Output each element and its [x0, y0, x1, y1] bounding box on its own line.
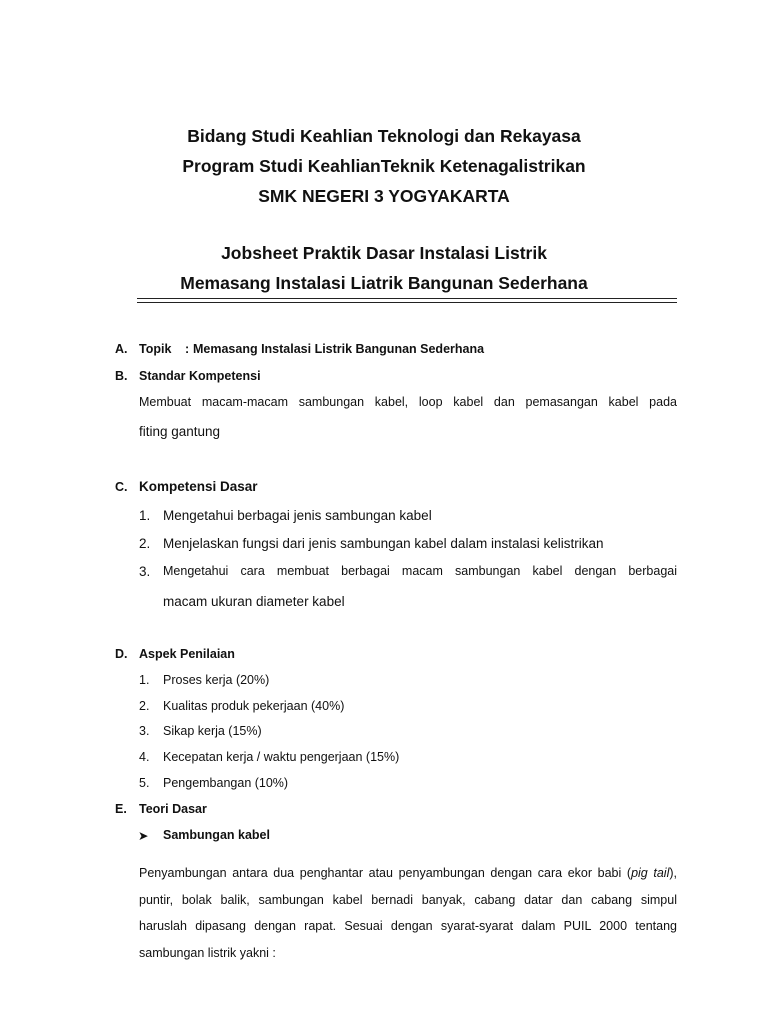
list-item: Mengetahui cara membuat berbagai macam sambungan kabel dengan berbagai	[163, 564, 677, 578]
list-item: Kecepatan kerja / waktu pengerjaan (15%)	[163, 750, 400, 764]
header-jobsheet-subtitle: Memasang Instalasi Liatrik Bangunan Sederhana	[180, 273, 588, 293]
section-b-title: Standar Kompetensi	[139, 369, 261, 383]
section-a-separator: :	[185, 342, 190, 356]
paragraph-line: Penyambungan antara dua penghantar atau penyambungan dengan cara ekor babi (pig tail),	[139, 866, 677, 880]
subsection-title: Sambungan kabel	[163, 828, 270, 842]
section-e-letter: E.	[115, 802, 127, 816]
section-a-topic: Memasang Instalasi Listrik Bangunan Sederhana	[193, 342, 485, 356]
list-number: 4.	[139, 750, 150, 764]
header-field: Bidang Studi Keahlian Teknologi dan Rekayasa	[187, 126, 581, 146]
list-item: Mengetahui berbagai jenis sambungan kabel	[163, 508, 432, 523]
section-b-text-line2: fiting gantung	[139, 424, 221, 439]
list-number: 1.	[139, 508, 151, 523]
title-divider-top	[137, 298, 677, 299]
header-program: Program Studi KeahlianTeknik Ketenagalistrikan	[182, 156, 586, 176]
paragraph-line: haruslah dipasang dengan rapat. Sesuai dengan syarat-syarat dalam PUIL 2000 tentang	[139, 919, 677, 933]
section-c-letter: C.	[115, 480, 128, 494]
list-number: 3.	[139, 724, 150, 738]
list-item: Sikap kerja (15%)	[163, 724, 262, 738]
list-number: 2.	[139, 699, 150, 713]
header-school: SMK NEGERI 3 YOGYAKARTA	[258, 186, 510, 206]
list-item: Proses kerja (20%)	[163, 673, 270, 687]
list-number: 1.	[139, 673, 150, 687]
header-jobsheet-title: Jobsheet Praktik Dasar Instalasi Listrik	[221, 243, 547, 263]
section-d-title: Aspek Penilaian	[139, 647, 235, 661]
paragraph-line: puntir, bolak balik, sambungan kabel bernadi banyak, cabang datar dan cabang simpul	[139, 893, 677, 907]
section-c-title: Kompetensi Dasar	[139, 479, 258, 494]
section-a-label: Topik	[139, 342, 172, 356]
section-a-letter: A.	[115, 342, 128, 356]
section-b-text-line1: Membuat macam-macam sambungan kabel, loop kabel dan pemasangan kabel pada	[139, 395, 677, 409]
list-number: 3.	[139, 564, 151, 579]
section-e-title: Teori Dasar	[139, 802, 207, 816]
list-number: 2.	[139, 536, 151, 551]
list-item: Menjelaskan fungsi dari jenis sambungan kabel dalam instalasi kelistrikan	[163, 536, 604, 551]
list-item-continuation: macam ukuran diameter kabel	[163, 594, 345, 609]
title-divider-bottom	[137, 302, 677, 303]
list-number: 5.	[139, 776, 150, 790]
section-b-letter: B.	[115, 369, 128, 383]
section-d-letter: D.	[115, 647, 128, 661]
paragraph-line: sambungan listrik yakni :	[139, 946, 276, 960]
arrow-bullet-icon: ➤	[138, 829, 149, 843]
list-item: Pengembangan (10%)	[163, 776, 289, 790]
list-item: Kualitas produk pekerjaan (40%)	[163, 699, 345, 713]
